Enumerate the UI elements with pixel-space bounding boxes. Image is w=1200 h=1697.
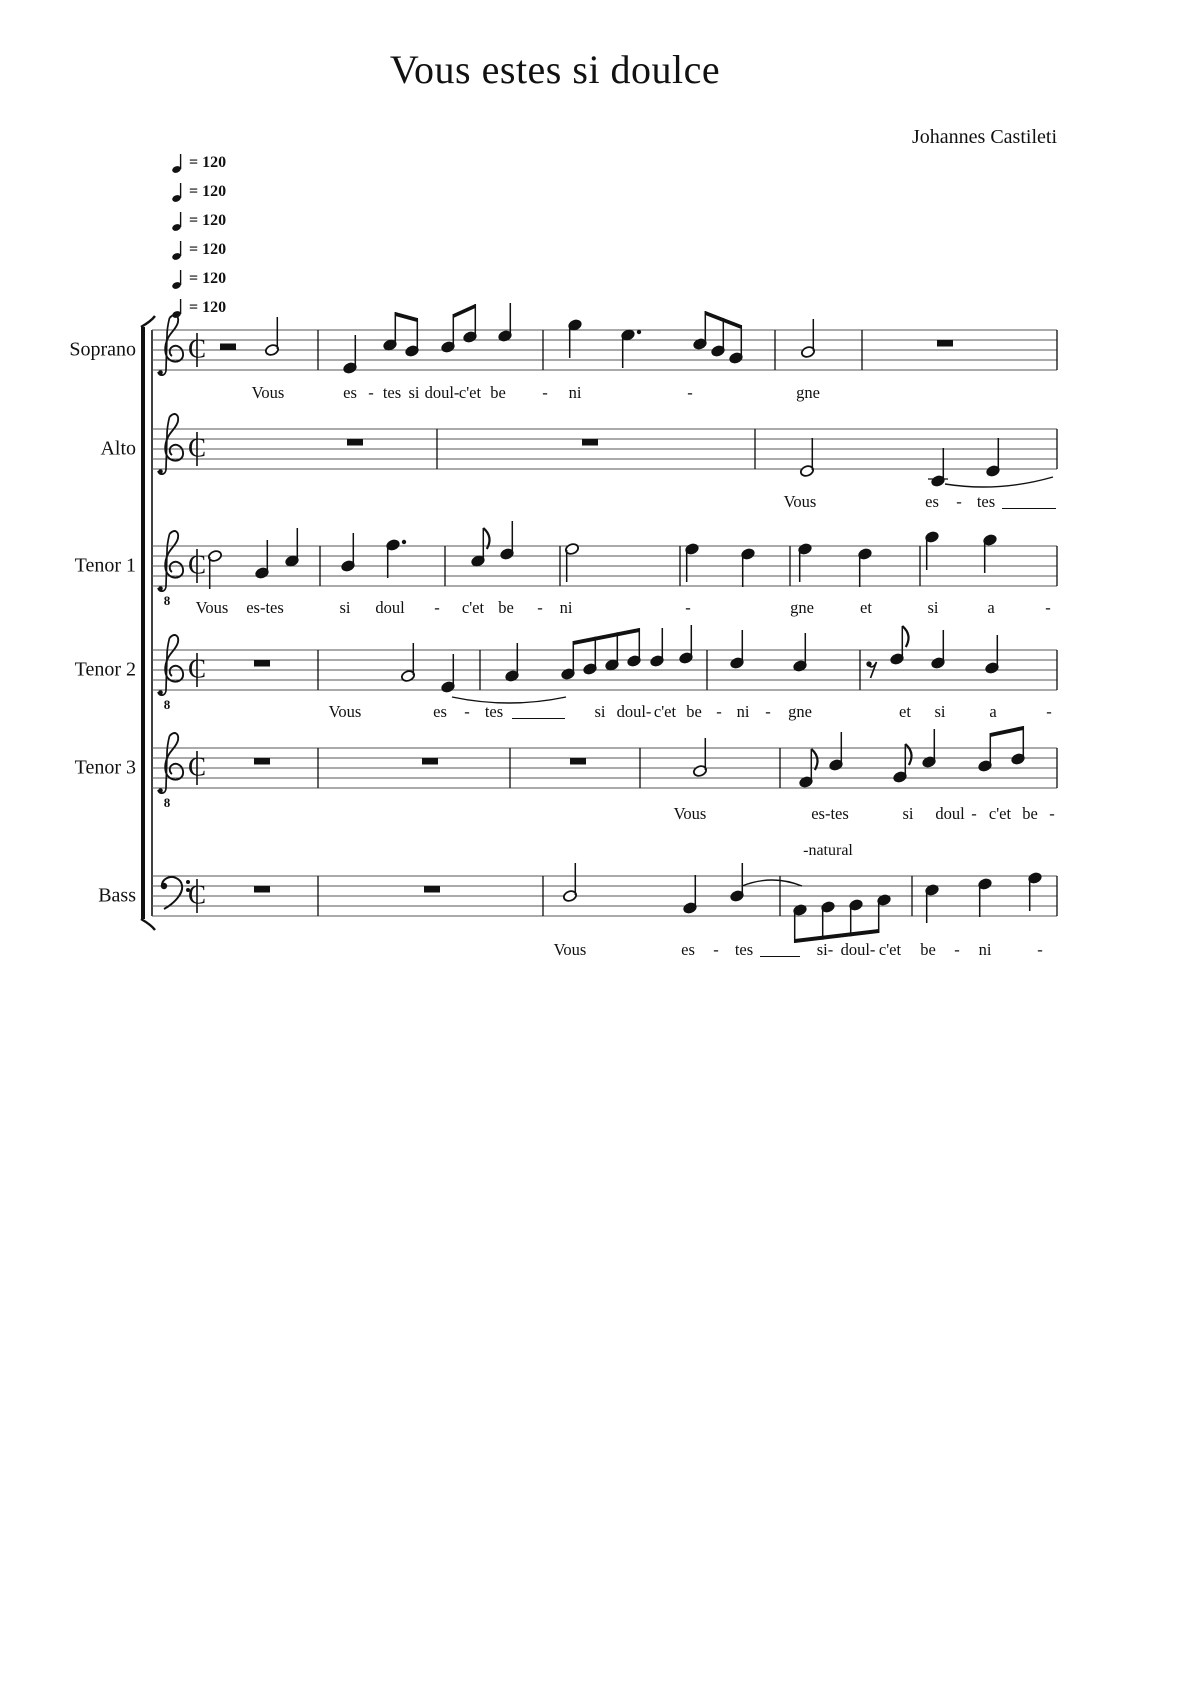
lyric-syllable: et <box>899 702 911 721</box>
lyric-syllable: c'et <box>988 804 1012 823</box>
lyric-syllable: ni <box>568 383 582 402</box>
lyric-syllable: - <box>765 702 771 721</box>
lyric-syllable: - <box>542 383 548 402</box>
lyric-syllable: tes <box>382 383 402 402</box>
lyric-syllable: tes <box>484 702 504 721</box>
lyric-syllable: ni <box>559 598 573 617</box>
lyric-syllable: es <box>343 383 357 402</box>
lyric-syllable: - <box>956 492 962 511</box>
lyric-syllable: ni <box>978 940 992 959</box>
lyric-syllable: si <box>339 598 351 617</box>
lyric-extender <box>1002 508 1056 509</box>
svg-text:C: C <box>187 751 207 782</box>
svg-text:C: C <box>187 653 207 684</box>
lyric-syllable: Vous <box>673 804 707 823</box>
lyric-syllable: et <box>860 598 872 617</box>
lyric-syllable: gne <box>796 383 820 402</box>
lyric-syllable: - <box>687 383 693 402</box>
svg-text:8: 8 <box>163 593 171 608</box>
staff-label-bass: Bass <box>98 884 136 907</box>
lyric-syllable: si <box>934 702 946 721</box>
svg-text:C: C <box>187 879 207 910</box>
lyric-syllable: be <box>490 383 506 402</box>
staff-label-soprano: Soprano <box>69 338 136 361</box>
lyric-syllable: gne <box>788 702 812 721</box>
staff-label-tenor2: Tenor 2 <box>74 658 136 681</box>
lyric-syllable: - <box>713 940 719 959</box>
lyric-syllable: doul <box>935 804 965 823</box>
staff-label-alto: Alto <box>100 437 136 460</box>
lyric-syllable: Vous <box>553 940 587 959</box>
page-title: Vous estes si doulce <box>389 47 721 92</box>
lyric-syllable: doul- <box>840 940 876 959</box>
tempo-value: = 120 <box>189 153 227 171</box>
tempo-value: = 120 <box>189 269 227 287</box>
lyric-extender <box>760 956 800 957</box>
staff-label-tenor1: Tenor 1 <box>74 554 136 577</box>
lyric-syllable: - <box>434 598 440 617</box>
lyric-syllable: si <box>927 598 939 617</box>
lyric-syllable: - <box>954 940 960 959</box>
lyric-syllable: tes <box>734 940 754 959</box>
tempo-value: = 120 <box>189 240 227 258</box>
lyric-syllable: be <box>686 702 702 721</box>
lyric-syllable: si <box>594 702 606 721</box>
lyric-syllable: c'et <box>458 383 482 402</box>
svg-text:8: 8 <box>163 795 171 810</box>
staff-label-tenor3: Tenor 3 <box>74 756 136 779</box>
lyric-syllable: tes <box>976 492 996 511</box>
lyric-syllable: doul- <box>616 702 652 721</box>
lyric-syllable: ni <box>736 702 750 721</box>
lyric-syllable: c'et <box>461 598 485 617</box>
lyric-syllable: Vous <box>251 383 285 402</box>
tempo-value: = 120 <box>189 182 227 200</box>
lyric-extender <box>512 718 565 719</box>
svg-text:8: 8 <box>163 697 171 712</box>
lyric-syllable: - <box>368 383 374 402</box>
svg-text:C: C <box>187 549 207 580</box>
lyric-syllable: - <box>1049 804 1055 823</box>
tempo-value: = 120 <box>189 298 227 316</box>
lyric-syllable: - <box>716 702 722 721</box>
lyric-syllable: - <box>971 804 977 823</box>
lyric-syllable: be <box>1022 804 1038 823</box>
lyric-syllable: es <box>681 940 695 959</box>
lyric-syllable: doul- <box>424 383 460 402</box>
lyric-syllable: si <box>902 804 914 823</box>
lyric-syllable: be <box>498 598 514 617</box>
lyric-syllable: be <box>920 940 936 959</box>
lyric-syllable: c'et <box>653 702 677 721</box>
lyric-syllable: doul <box>375 598 405 617</box>
lyric-syllable: si- <box>816 940 834 959</box>
lyric-syllable: si <box>408 383 420 402</box>
lyric-syllable: Vous <box>328 702 362 721</box>
lyric-syllable: gne <box>790 598 814 617</box>
tempo-value: = 120 <box>189 211 227 229</box>
svg-text:C: C <box>187 333 207 364</box>
lyric-syllable: - <box>537 598 543 617</box>
composer-name: Johannes Castileti <box>912 126 1057 148</box>
lyric-syllable: es <box>433 702 447 721</box>
lyric-syllable: c'et <box>878 940 902 959</box>
natural-annotation: -natural <box>803 842 853 859</box>
svg-text:C: C <box>187 432 207 463</box>
lyric-syllable: - <box>1045 598 1051 617</box>
lyric-syllable: Vous <box>195 598 229 617</box>
lyric-syllable: - <box>1046 702 1052 721</box>
lyric-syllable: - <box>464 702 470 721</box>
lyric-syllable: Vous <box>783 492 817 511</box>
lyric-syllable: - <box>685 598 691 617</box>
lyric-syllable: a <box>987 598 995 617</box>
lyric-syllable: es <box>925 492 939 511</box>
lyric-syllable: a <box>989 702 997 721</box>
lyric-syllable: es-tes <box>246 598 284 617</box>
lyric-syllable: - <box>1037 940 1043 959</box>
lyric-syllable: es-tes <box>811 804 849 823</box>
